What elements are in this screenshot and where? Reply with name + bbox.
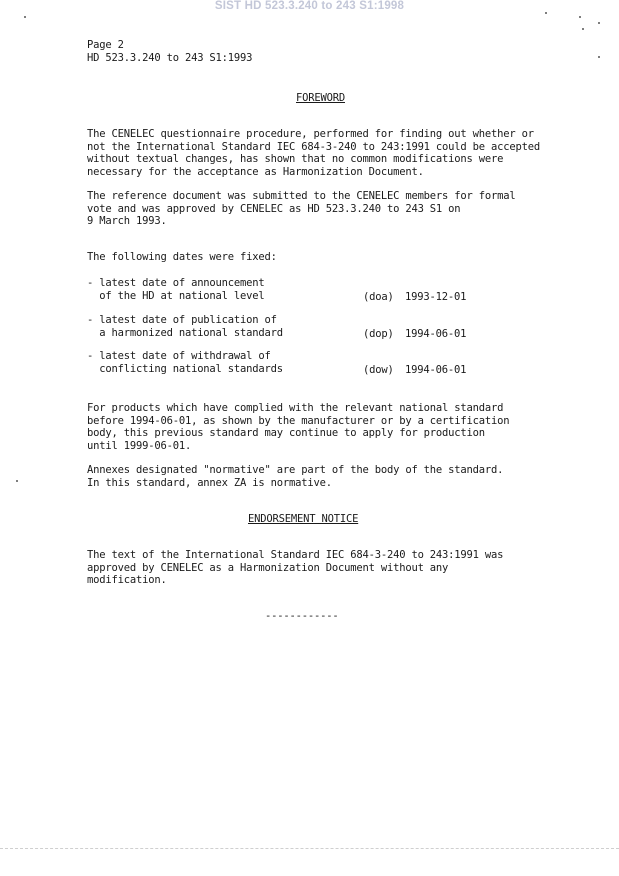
foreword-paragraph-2 <box>87 190 567 228</box>
foreword-title: FOREWORD <box>296 92 345 104</box>
foreword-paragraph-4 <box>87 464 567 489</box>
foreword-paragraph-3 <box>87 402 567 452</box>
text-line: before 1994-06-01, as shown by the manufacturer or by a certification <box>87 414 510 427</box>
scan-speck <box>16 480 18 482</box>
date-entry-label: conflicting national standards <box>87 363 283 375</box>
text-line: In this standard, annex ZA is normative. <box>87 476 332 489</box>
text-line: modification. <box>87 574 167 586</box>
endorsement-title: ENDORSEMENT NOTICE <box>248 513 359 525</box>
date-value: 1994-06-01 <box>405 328 467 340</box>
date-value: 1993-12-01 <box>405 291 467 303</box>
text-line: until 1999-06-01. <box>87 439 192 452</box>
scan-speck <box>598 22 600 24</box>
dates-intro: The following dates were fixed: <box>87 251 277 263</box>
text-line: The text of the International Standard IEC 684-3-240 to 243:1991 was <box>87 549 504 561</box>
date-entry-label: - latest date of publication of <box>87 314 277 326</box>
text-line: approved by CENELEC as a Harmonization Document without any <box>87 561 449 574</box>
date-code: (dow) <box>363 364 394 376</box>
scan-speck <box>579 16 581 18</box>
scan-speck <box>598 56 600 58</box>
scan-edge-line <box>0 848 619 849</box>
text-line: 9 March 1993. <box>87 215 167 227</box>
text-line: The CENELEC questionnaire procedure, performed for finding out whether or <box>87 128 534 140</box>
date-entry-label: - latest date of withdrawal of <box>87 350 271 362</box>
page-number: Page 2 <box>87 39 124 51</box>
date-entry-label: - latest date of announcement <box>87 277 265 289</box>
text-line: For products which have complied with the relevant national standard <box>87 402 504 414</box>
text-line: without textual changes, has shown that no common modifications were <box>87 153 504 165</box>
scan-speck <box>582 28 584 30</box>
date-entry-label: a harmonized national standard <box>87 327 283 339</box>
watermark: SIST HD 523.3.240 to 243 S1:1998 <box>214 0 405 12</box>
endorsement-paragraph <box>87 549 567 587</box>
scan-speck <box>545 12 547 14</box>
document-id: HD 523.3.240 to 243 S1:1993 <box>87 52 253 64</box>
scan-speck <box>24 16 26 18</box>
text-line: Annexes designated "normative" are part of the body of the standard. <box>87 464 504 476</box>
date-code: (doa) <box>363 291 394 303</box>
foreword-paragraph-1 <box>87 128 567 178</box>
text-line: body, this previous standard may continue to apply for production <box>87 427 485 439</box>
date-entry-label: of the HD at national level <box>87 290 265 302</box>
end-rule: ------------ <box>265 610 339 622</box>
text-line: necessary for the acceptance as Harmonization Document. <box>87 165 424 178</box>
text-line: vote and was approved by CENELEC as HD 523.3.240 to 243 S1 on <box>87 202 461 215</box>
date-code: (dop) <box>363 328 394 340</box>
text-line: not the International Standard IEC 684-3-240 to 243:1991 could be accepted <box>87 140 540 153</box>
date-value: 1994-06-01 <box>405 364 467 376</box>
text-line: The reference document was submitted to the CENELEC members for formal <box>87 190 516 202</box>
